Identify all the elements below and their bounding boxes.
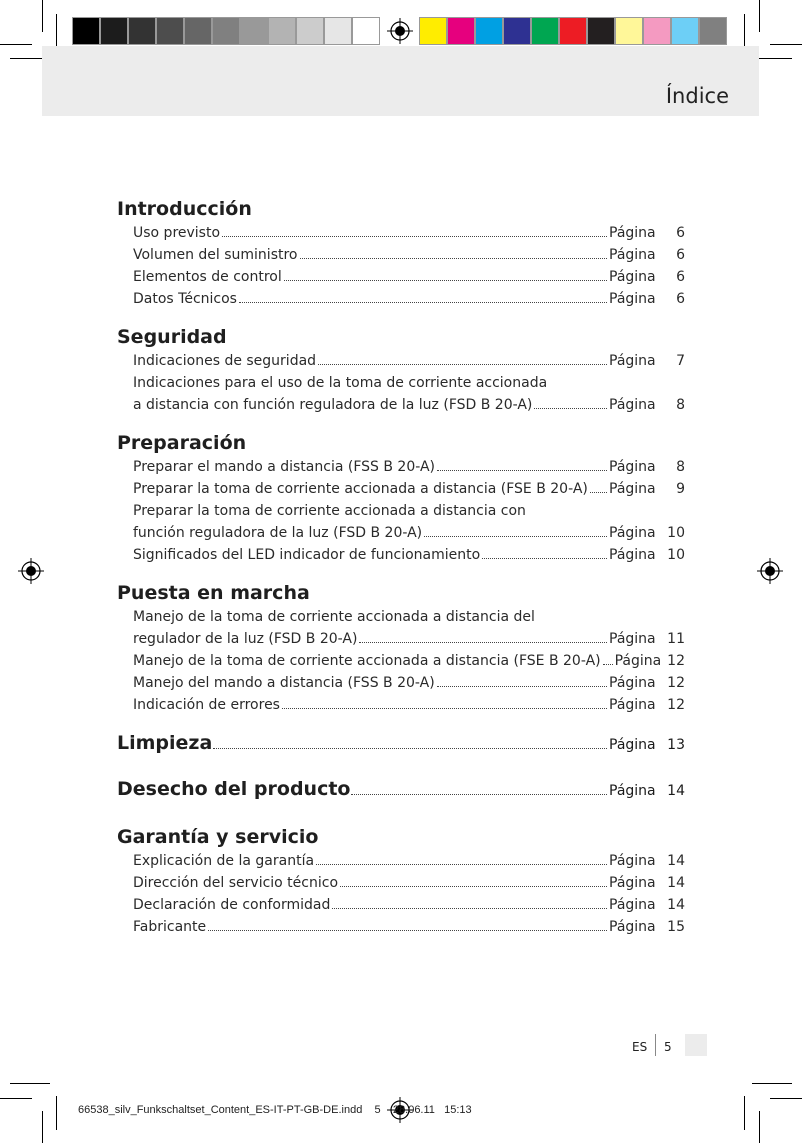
page-ref: 13 xyxy=(667,737,685,753)
toc-entry xyxy=(117,628,685,650)
color-swatch xyxy=(240,17,268,45)
toc-entry-text: Manejo del mando a distancia (FSS B 20-A) xyxy=(133,675,435,691)
slug-filename: 66538_silv_Funkschaltset_Content_ES-IT-PT-GB-DE.indd xyxy=(78,1104,363,1116)
page-label: Página xyxy=(609,269,656,285)
toc-entry-text: función reguladora de la luz (FSD B 20-A) xyxy=(133,525,423,541)
color-swatch xyxy=(531,17,559,45)
slug-page: 5 xyxy=(374,1104,381,1116)
slug-date: 28.06.11 xyxy=(392,1104,435,1116)
toc-entry xyxy=(117,850,685,872)
grayscale-color-bar xyxy=(72,17,380,45)
toc-entry-text: Elementos de control xyxy=(133,269,282,285)
page-ref: 10 xyxy=(667,547,685,563)
toc-entry-text: Indicación de errores xyxy=(133,697,280,713)
page-ref: 12 xyxy=(667,653,685,669)
crop-mark xyxy=(0,1098,32,1099)
page-ref: 8 xyxy=(676,397,685,413)
page-ref: 14 xyxy=(667,875,685,891)
toc-entry-text: Manejo de la toma de corriente accionada a distancia del xyxy=(133,609,535,625)
dot-leader xyxy=(437,470,607,471)
crop-mark xyxy=(42,0,43,32)
dot-leader xyxy=(359,642,607,643)
color-swatch xyxy=(643,17,671,45)
toc-entry-text: Dirección del servicio técnico xyxy=(133,875,339,891)
toc-entry-text: Declaración de conformidad xyxy=(133,897,331,913)
page-ref: 6 xyxy=(676,225,685,241)
page-label: Página xyxy=(609,481,656,497)
section-heading: Puesta en marcha xyxy=(117,582,310,604)
page-label: Página xyxy=(609,783,656,799)
page-label: Página xyxy=(609,897,656,913)
dot-leader xyxy=(351,794,607,795)
page-ref: 6 xyxy=(676,291,685,307)
crop-mark xyxy=(744,1096,745,1130)
section-heading: Garantía y servicio xyxy=(117,826,319,848)
page-ref: 12 xyxy=(667,675,685,691)
toc-entry-text: a distancia con función reguladora de la luz (FSD B 20-A) xyxy=(133,397,533,413)
color-swatch xyxy=(559,17,587,45)
dot-leader xyxy=(318,364,607,365)
page-label: Página xyxy=(609,853,656,869)
toc-entry xyxy=(117,288,685,310)
toc-entry xyxy=(117,266,685,288)
toc-entry xyxy=(117,456,685,478)
page-label: Página xyxy=(609,397,656,413)
slug-time: 15:13 xyxy=(444,1104,472,1116)
print-slug xyxy=(78,1104,472,1116)
page-ref: 15 xyxy=(667,919,685,935)
page-label: Página xyxy=(609,875,656,891)
color-swatch xyxy=(324,17,352,45)
process-color-bar xyxy=(419,17,727,45)
dot-leader xyxy=(284,280,607,281)
color-swatch xyxy=(128,17,156,45)
toc-entry-text: Preparar la toma de corriente accionada a distancia (FSE B 20-A) xyxy=(133,481,588,497)
color-swatch xyxy=(419,17,447,45)
page-ref: 7 xyxy=(676,353,685,369)
toc-entry xyxy=(117,894,685,916)
crop-mark xyxy=(42,1111,43,1143)
dot-leader xyxy=(534,408,607,409)
crop-mark xyxy=(744,14,745,46)
toc-entry-text: Manejo de la toma de corriente accionada a distancia (FSE B 20-A) xyxy=(133,653,601,669)
page-label: Página xyxy=(609,459,656,475)
color-swatch xyxy=(587,17,615,45)
page-ref: 14 xyxy=(667,897,685,913)
toc-entry-text: Indicaciones para el uso de la toma de corriente accionada xyxy=(133,375,548,391)
toc-entry xyxy=(117,522,685,544)
dot-leader xyxy=(590,492,607,493)
toc-entry xyxy=(117,694,685,716)
dot-leader xyxy=(424,536,607,537)
page-label: Página xyxy=(609,631,656,647)
dot-leader xyxy=(222,236,607,237)
page-label: Página xyxy=(609,291,656,307)
dot-leader xyxy=(213,748,607,749)
color-swatch xyxy=(671,17,699,45)
toc-section-entry xyxy=(117,778,685,808)
crop-mark xyxy=(56,14,57,46)
dot-leader xyxy=(603,664,613,665)
footer-divider xyxy=(655,1034,656,1056)
section-heading: Seguridad xyxy=(117,326,227,348)
toc-entry-text: Uso previsto xyxy=(133,225,221,241)
color-swatch xyxy=(615,17,643,45)
dot-leader xyxy=(282,708,607,709)
page-ref: 9 xyxy=(676,481,685,497)
page-ref: 14 xyxy=(667,853,685,869)
registration-mark-icon xyxy=(387,18,413,44)
page-ref: 11 xyxy=(667,631,685,647)
color-swatch xyxy=(268,17,296,45)
toc-entry-text: Preparar el mando a distancia (FSS B 20-A) xyxy=(133,459,436,475)
toc-entry-text: Volumen del suministro xyxy=(133,247,298,263)
crop-mark xyxy=(759,1111,760,1143)
toc-entry-text: regulador de la luz (FSD B 20-A) xyxy=(133,631,358,647)
language-code: ES xyxy=(632,1040,648,1054)
color-swatch xyxy=(156,17,184,45)
color-swatch xyxy=(475,17,503,45)
color-swatch xyxy=(184,17,212,45)
page-number: 5 xyxy=(664,1040,672,1054)
dot-leader xyxy=(332,908,607,909)
dot-leader xyxy=(208,930,607,931)
toc-entry xyxy=(117,650,685,672)
color-swatch xyxy=(352,17,380,45)
dot-leader xyxy=(300,258,608,259)
page-ref: 6 xyxy=(676,269,685,285)
page-ref: 12 xyxy=(667,697,685,713)
section-heading: Preparación xyxy=(117,432,247,454)
toc-entry xyxy=(117,672,685,694)
crop-mark xyxy=(752,1083,792,1084)
toc-entry xyxy=(117,478,685,500)
toc-entry-text: Significados del LED indicador de funcionamiento xyxy=(133,547,481,563)
dot-leader xyxy=(482,558,607,559)
toc-entry xyxy=(117,544,685,566)
dot-leader xyxy=(340,886,607,887)
page-label: Página xyxy=(609,919,656,935)
toc-entry-text: Preparar la toma de corriente accionada a distancia con xyxy=(133,503,526,519)
toc-entry-text: Explicación de la garantía xyxy=(133,853,315,869)
page-ref: 10 xyxy=(667,525,685,541)
crop-mark xyxy=(10,1083,50,1084)
section-heading: Introducción xyxy=(117,198,252,220)
page-ref: 8 xyxy=(676,459,685,475)
section-heading: Desecho del producto xyxy=(117,778,351,800)
toc-entry-text: Fabricante xyxy=(133,919,207,935)
dot-leader xyxy=(437,686,607,687)
page-label: Página xyxy=(609,353,656,369)
crop-mark xyxy=(0,44,32,45)
color-swatch xyxy=(699,17,727,45)
toc-entry xyxy=(117,916,685,938)
dot-leader xyxy=(316,864,607,865)
color-swatch xyxy=(72,17,100,45)
color-swatch xyxy=(447,17,475,45)
table-of-contents xyxy=(117,196,685,938)
toc-entry xyxy=(117,244,685,266)
page-label: Página xyxy=(609,737,656,753)
header-band xyxy=(42,46,759,116)
color-swatch xyxy=(503,17,531,45)
page-label: Página xyxy=(609,675,656,691)
toc-entry xyxy=(117,350,685,372)
toc-section-entry xyxy=(117,732,685,762)
registration-mark-icon xyxy=(18,558,44,584)
color-swatch xyxy=(212,17,240,45)
registration-mark-icon xyxy=(757,558,783,584)
crop-mark xyxy=(770,44,802,45)
page-label: Página xyxy=(609,525,656,541)
toc-entry xyxy=(117,394,685,416)
toc-entry xyxy=(117,222,685,244)
color-swatch xyxy=(100,17,128,45)
dot-leader xyxy=(239,302,607,303)
page-label: Página xyxy=(614,653,662,669)
page-title: Índice xyxy=(665,84,729,108)
color-swatch xyxy=(296,17,324,45)
toc-entry xyxy=(117,872,685,894)
crop-mark xyxy=(770,1098,802,1099)
page-label: Página xyxy=(609,547,656,563)
toc-entry-text: Datos Técnicos xyxy=(133,291,237,307)
page-label: Página xyxy=(609,247,656,263)
footer-tab xyxy=(685,1034,707,1056)
page-label: Página xyxy=(609,697,656,713)
page-ref: 14 xyxy=(667,783,685,799)
page-ref: 6 xyxy=(676,247,685,263)
toc-entry-text: Indicaciones de seguridad xyxy=(133,353,317,369)
crop-mark xyxy=(56,1096,57,1130)
section-heading: Limpieza xyxy=(117,732,213,754)
crop-mark xyxy=(759,0,760,32)
page-label: Página xyxy=(609,225,656,241)
